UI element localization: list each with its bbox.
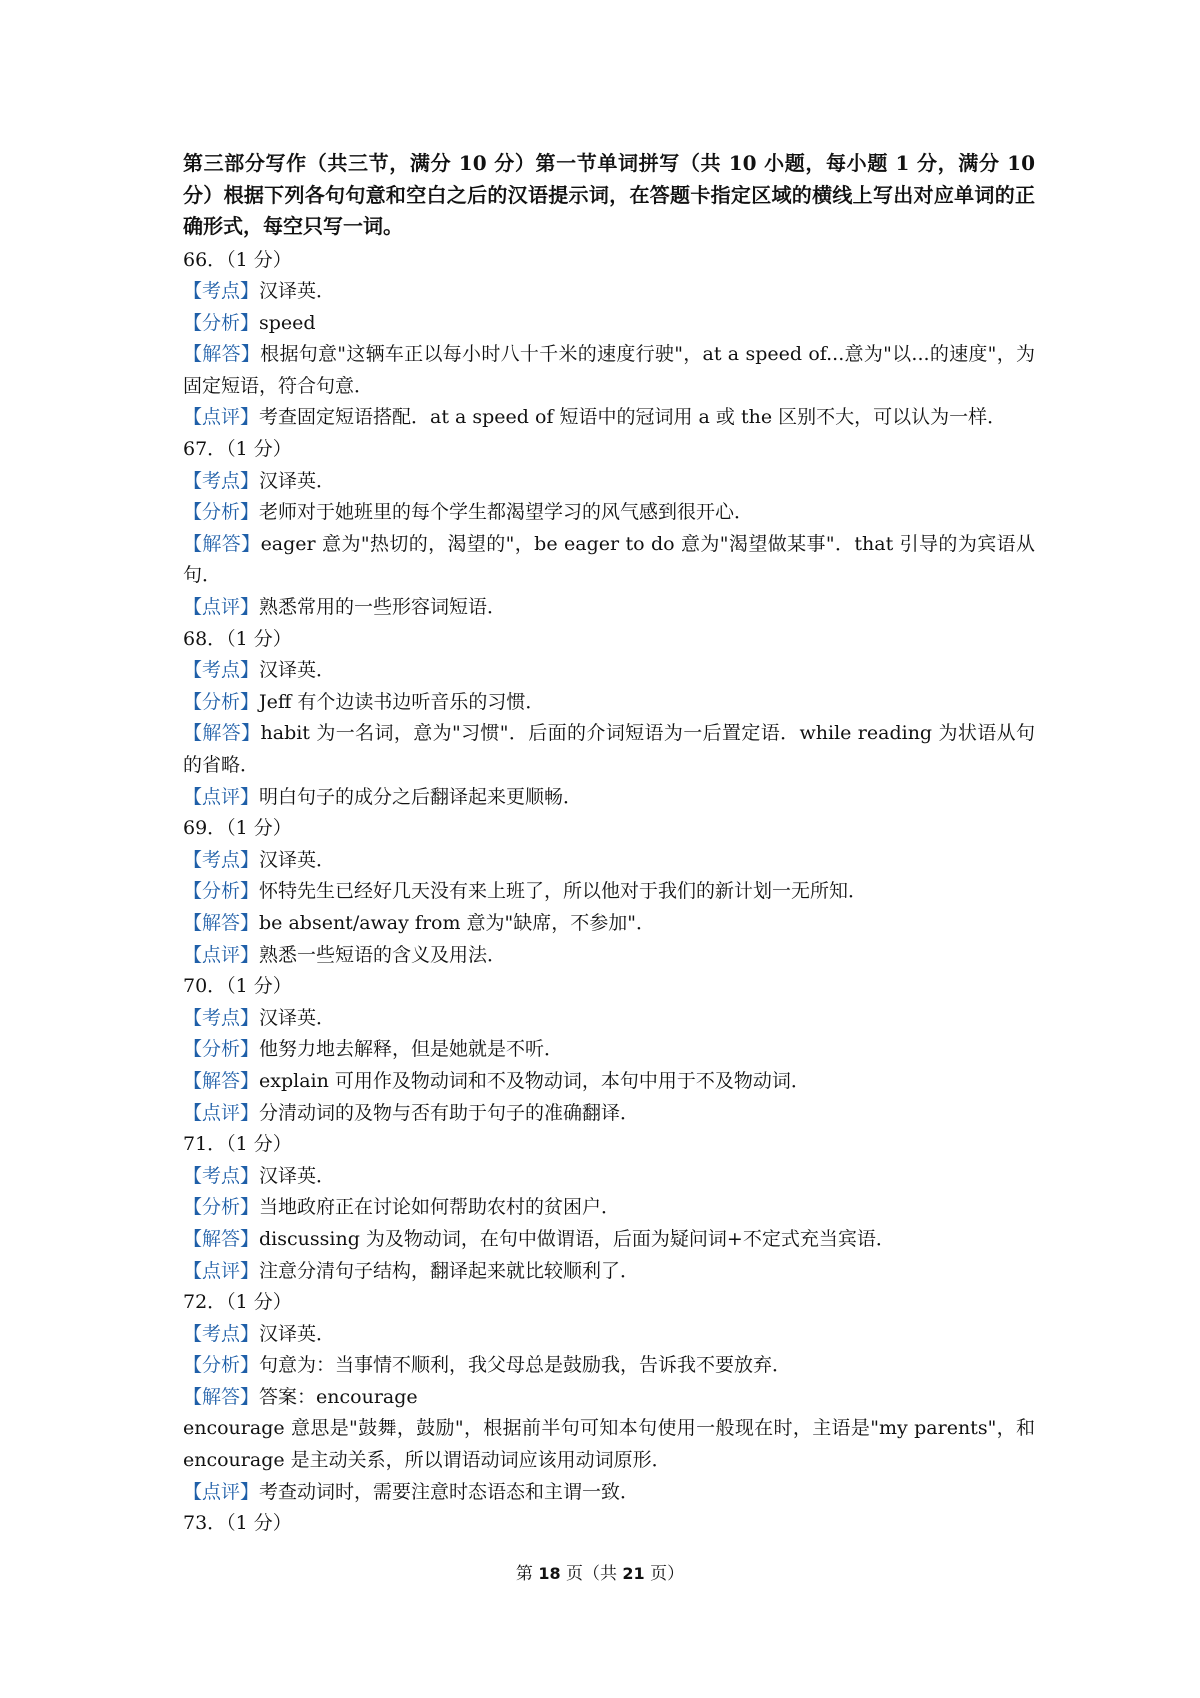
dianping-text: 考查固定短语搭配．at a speed of 短语中的冠词用 a 或 the 区别不大，可以认为一样． [259,406,1007,429]
fenxi-text: speed [259,311,316,334]
answer-list [183,245,1035,1509]
kaodian-tag: 【考点】 [183,659,260,682]
fenxi-tag: 【分析】 [183,1038,260,1061]
jieda-tag: 【解答】 [183,911,260,934]
jieda-line [183,1382,1035,1414]
jieda-tag: 【解答】 [183,1385,260,1408]
dianping-tag: 【点评】 [183,1480,260,1503]
kaodian-text: 汉译英． [259,1006,336,1029]
dianping-tag: 【点评】 [183,596,260,619]
fenxi-text: 怀特先生已经好几天没有来上班了，所以他对于我们的新计划一无所知． [259,880,868,903]
footer-page-number: 18 [538,1564,561,1583]
fenxi-text: 句意为：当事情不顺利，我父母总是鼓励我，告诉我不要放弃． [259,1354,792,1377]
dianping-text: 考查动词时，需要注意时态语态和主谓一致． [259,1480,640,1503]
answer-item [183,434,1035,624]
fenxi-tag: 【分析】 [183,880,260,903]
dianping-tag: 【点评】 [183,406,260,429]
dianping-text: 注意分清句子结构，翻译起来就比较顺利了． [259,1259,640,1282]
kaodian-tag: 【考点】 [183,1322,260,1345]
fenxi-text: 老师对于她班里的每个学生都渴望学习的风气感到很开心． [259,501,754,524]
fenxi-line [183,876,1035,908]
kaodian-tag: 【考点】 [183,848,260,871]
fenxi-text: Jeff 有个边读书边听音乐的习惯． [259,690,545,713]
fenxi-tag: 【分析】 [183,1354,260,1377]
dianping-line [183,940,1035,972]
question-number: 66．（1 分） [183,248,292,271]
dianping-line [183,1256,1035,1288]
fenxi-line [183,497,1035,529]
jieda-text: 答案：encourage [259,1385,418,1408]
kaodian-line [183,1003,1035,1035]
jieda-line [183,908,1035,940]
kaodian-line [183,276,1035,308]
page-footer [0,1559,1200,1584]
jieda-extra-text: encourage 意思是"鼓舞，鼓励"，根据前半句可知本句使用一般现在时，主语是"my parents"，和 encourage 是主动关系，所以谓语动词应该用动词原形． [183,1417,1035,1472]
answer-item [183,813,1035,971]
jieda-tag: 【解答】 [183,1069,260,1092]
question-number: 68．（1 分） [183,627,292,650]
answer-item [183,624,1035,814]
fenxi-tag: 【分析】 [183,1196,260,1219]
fenxi-text: 他努力地去解释，但是她就是不听． [259,1038,564,1061]
jieda-text: discussing 为及物动词，在句中做谓语，后面为疑问词+不定式充当宾语． [259,1227,895,1250]
answer-item [183,1129,1035,1287]
section-heading: 第三部分写作（共三节，满分 10 分）第一节单词拼写（共 10 小题，每小题 1 分，满分 10 分）根据下列各句句意和空白之后的汉语提示词，在答题卡指定区域的横线上写出对应单词的正确形式，每空只写一词。 [183,151,1035,238]
fenxi-line [183,687,1035,719]
jieda-tag: 【解答】 [183,343,261,366]
kaodian-text: 汉译英． [259,469,336,492]
fenxi-tag: 【分析】 [183,690,260,713]
fenxi-line [183,1350,1035,1382]
dianping-tag: 【点评】 [183,1101,260,1124]
dianping-line [183,782,1035,814]
jieda-text: habit 为一名词，意为"习惯"．后面的介词短语为一后置定语．while reading 为状语从句的省略． [183,722,1035,776]
question-number: 71．（1 分） [183,1133,292,1156]
fenxi-line [183,1192,1035,1224]
kaodian-text: 汉译英． [259,1322,336,1345]
jieda-line [183,1066,1035,1098]
dianping-tag: 【点评】 [183,785,260,808]
jieda-text: be absent/away from 意为"缺席，不参加"． [259,911,656,934]
jieda-line [183,1224,1035,1256]
fenxi-tag: 【分析】 [183,501,260,524]
question-number: 67．（1 分） [183,438,292,461]
kaodian-tag: 【考点】 [183,1164,260,1187]
kaodian-tag: 【考点】 [183,469,260,492]
dianping-line [183,592,1035,624]
jieda-text: explain 可用作及物动词和不及物动词，本句中用于不及物动词． [259,1069,810,1092]
kaodian-line [183,655,1035,687]
document-page [183,148,1035,1540]
kaodian-tag: 【考点】 [183,280,260,303]
kaodian-text: 汉译英． [259,280,336,303]
kaodian-line [183,1319,1035,1351]
dianping-text: 明白句子的成分之后翻译起来更顺畅． [259,785,583,808]
footer-prefix: 第 [515,1564,539,1584]
kaodian-line [183,1161,1035,1193]
fenxi-line [183,308,1035,340]
answer-item [183,245,1035,435]
jieda-tag: 【解答】 [183,1227,260,1250]
fenxi-text: 当地政府正在讨论如何帮助农村的贫困户． [259,1196,621,1219]
dianping-line [183,1098,1035,1130]
footer-suffix: 页） [644,1564,685,1584]
jieda-text: 根据句意"这辆车正以每小时八十千米的速度行驶"，at a speed of...意为"以...的速度"，为固定短语，符合句意． [183,343,1035,397]
dianping-text: 熟悉一些短语的含义及用法． [259,943,507,966]
question-number: 73．（1 分） [183,1512,292,1535]
jieda-line [183,339,1035,402]
dianping-tag: 【点评】 [183,1259,260,1282]
kaodian-text: 汉译英． [259,659,336,682]
kaodian-text: 汉译英． [259,1164,336,1187]
answer-item [183,971,1035,1129]
dianping-tag: 【点评】 [183,943,260,966]
dianping-line [183,1477,1035,1509]
dianping-text: 分清动词的及物与否有助于句子的准确翻译． [259,1101,640,1124]
answer-item [183,1287,1035,1508]
question-number: 69．（1 分） [183,817,292,840]
fenxi-line [183,1034,1035,1066]
fenxi-tag: 【分析】 [183,311,260,334]
question-number: 72．（1 分） [183,1291,292,1314]
question-number: 70．（1 分） [183,975,292,998]
kaodian-line [183,466,1035,498]
jieda-tag: 【解答】 [183,532,261,555]
kaodian-tag: 【考点】 [183,1006,260,1029]
jieda-text: eager 意为"热切的，渴望的"，be eager to do 意为"渴望做某事"．that 引导的为宾语从句． [183,532,1035,587]
kaodian-text: 汉译英． [259,848,336,871]
jieda-line [183,718,1035,781]
footer-total-pages: 21 [622,1564,645,1583]
dianping-text: 熟悉常用的一些形容词短语． [259,596,507,619]
kaodian-line [183,845,1035,877]
footer-mid: 页（共 [560,1564,623,1584]
jieda-line [183,529,1035,592]
dianping-line [183,402,1035,434]
jieda-tag: 【解答】 [183,722,261,745]
